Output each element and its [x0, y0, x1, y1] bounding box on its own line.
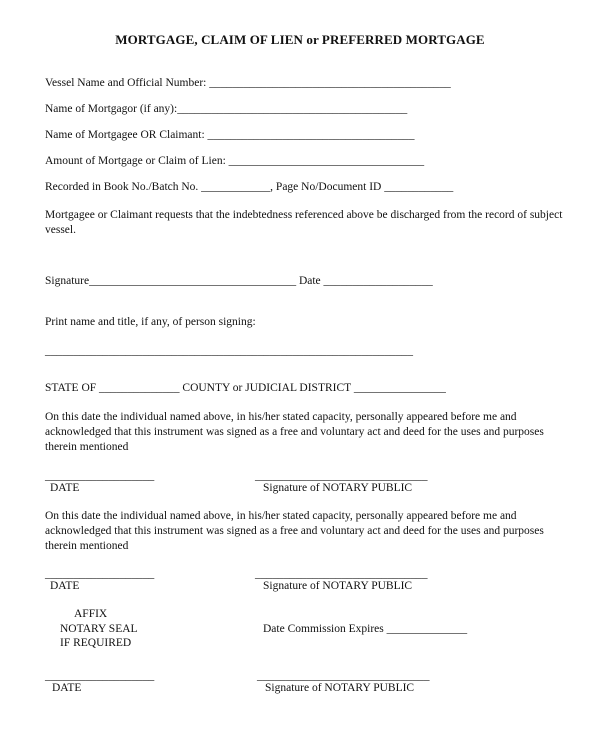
- seal-notary-text: NOTARY SEAL: [60, 623, 138, 635]
- seal-affix-text: AFFIX: [74, 608, 108, 620]
- date-blank[interactable]: ___________________: [45, 670, 155, 682]
- print-name-label: Print name and title, if any, of person signing:: [45, 316, 256, 328]
- notary-signature-blank[interactable]: ______________________________: [255, 470, 428, 482]
- seal-required-text: IF REQUIRED: [60, 637, 132, 649]
- print-name-field[interactable]: ________________________________________________________________: [45, 345, 413, 357]
- form-title: MORTGAGE, CLAIM OF LIEN or PREFERRED MORTGAGE: [115, 32, 485, 47]
- vessel-name-field[interactable]: Vessel Name and Official Number: __________________________________________: [45, 77, 451, 89]
- notary-signature-blank[interactable]: ______________________________: [257, 670, 430, 682]
- date-blank[interactable]: ___________________: [45, 568, 155, 580]
- date-label: DATE: [50, 580, 80, 592]
- notary-acknowledgment-text: On this date the individual named above, in his/her stated capacity, personally appeared before me and acknowledged that this instrument was signed as a free and voluntary act and deed for the uses and purposes therein mentioned: [45, 510, 544, 552]
- commission-expires-field[interactable]: Date Commission Expires ______________: [263, 623, 468, 635]
- mortgagor-field[interactable]: Name of Mortgagor (if any):________________________________________: [45, 103, 408, 115]
- mortgagee-field[interactable]: Name of Mortgagee OR Claimant: ____________________________________: [45, 129, 415, 141]
- date-label: DATE: [50, 482, 80, 494]
- notary-signature-blank[interactable]: ______________________________: [255, 568, 428, 580]
- state-county-field[interactable]: STATE OF ______________ COUNTY or JUDICIAL DISTRICT ________________: [45, 382, 446, 394]
- date-blank[interactable]: ___________________: [45, 470, 155, 482]
- amount-field[interactable]: Amount of Mortgage or Claim of Lien: __________________________________: [45, 155, 425, 167]
- signature-date-field[interactable]: Signature____________________________________ Date ___________________: [45, 275, 433, 287]
- notary-acknowledgment-text: On this date the individual named above, in his/her stated capacity, personally appeared before me and acknowledged that this instrument was signed as a free and voluntary act and deed for the uses and purposes therein mentioned: [45, 411, 544, 453]
- notary-signature-label: Signature of NOTARY PUBLIC: [263, 482, 413, 494]
- discharge-request-text: Mortgagee or Claimant requests that the indebtedness referenced above be discharged from the record of subject vessel.: [45, 209, 563, 236]
- notary-signature-label: Signature of NOTARY PUBLIC: [265, 682, 415, 694]
- notary-signature-label: Signature of NOTARY PUBLIC: [263, 580, 413, 592]
- date-label: DATE: [52, 682, 82, 694]
- recorded-field[interactable]: Recorded in Book No./Batch No. ____________, Page No/Document ID ____________: [45, 181, 454, 193]
